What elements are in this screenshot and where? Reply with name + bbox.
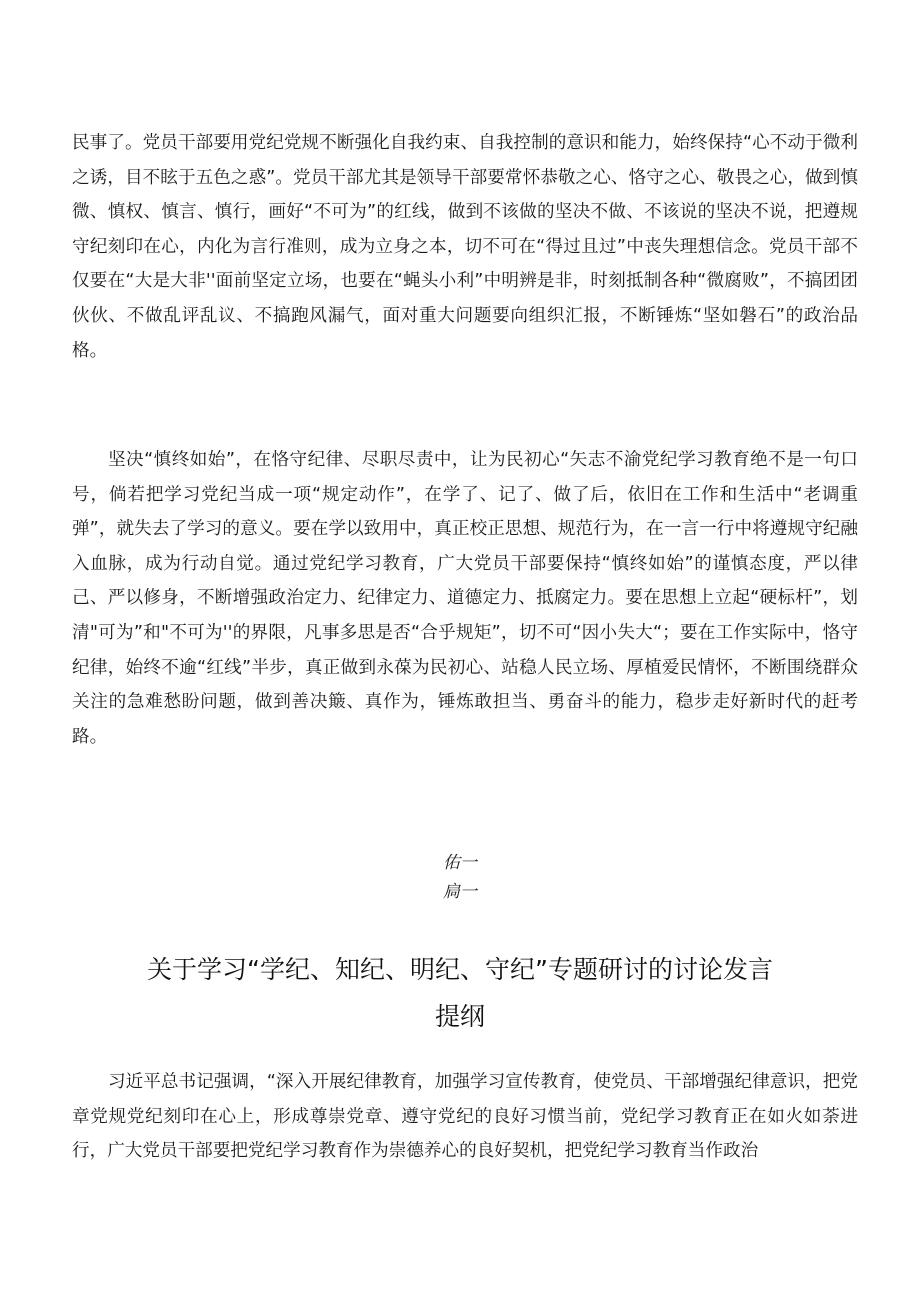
body-paragraph-2: 坚决“慎终如始”，在恪守纪律、尽职尽责中，让为民初心“矢志不渝党纪学习教育绝不是一句口号，倘若把学习党纪当成一项“规定动作”，在学了、记了、做了后，依旧在工作和生活中“老调重弹”，就失去了学习的意义。要在学以致用中，真正校正思想、规范行为，在一言一行中将遵规守纪融入血脉，成为行动自觉。通过党纪学习教育，广大党员干部要保持“慎终如始”的谨慎态度，严以律己、严以修身，不断增强政治定力、纪律定力、道德定力、抵腐定力。要在思想上立起“硬标杆”，划清"可为”和"不可为''的界限，凡事多思是否“合乎规矩”，切不可“因小失大“；要在工作实际中，恪守纪律，始终不逾“红线”半步，真正做到永葆为民初心、站稳人民立场、厚植爱民情怀，不断围绕群众关注的急难愁盼问题，做到善决簸、真作为，锤炼敢担当、勇奋斗的能力，稳步走好新时代的赶考路。 — [72, 450, 858, 747]
section-mark-1: 佑一 — [443, 853, 477, 873]
section-mark-2: 扃一 — [443, 882, 477, 902]
body-paragraph-3: 习近平总书记强调，“深入开展纪律教育，加强学习宣传教育，使党员、干部增强纪律意识，把党章党规党纪刻印在心上，形成尊崇党章、遵守党纪的良好习惯当前，党纪学习教育正在如火如荼进行，广大党员干部要把党纪学习教育作为崇德养心的良好契机，把党纪学习教育当作政治 — [72, 1072, 858, 1162]
section-heading-line-1: 关于学习“学纪、知纪、明纪、守纪”专题研讨的讨论发言 — [147, 955, 773, 984]
section-heading-line-2: 提纲 — [434, 1002, 485, 1031]
body-paragraph-1: 民事了。党员干部要用党纪党规不断强化自我约束、自我控制的意识和能力，始终保持“心不动于微利之诱，目不眩于五色之惑”。党员干部尤其是领导干部要常怀恭敬之心、恪守之心、敬畏之心，做到慎微、慎权、慎言、慎行，画好“不可为”的红线，做到不该做的坚决不做、不该说的坚决不说，把遵规守纪刻印在心，内化为言行准则，成为立身之本，切不可在“得过且过”中丧失理想信念。党员干部不仅要在“大是大非''面前坚定立场，也要在“蝇头小利”中明辨是非，时刻抵制各种“微腐败”，不搞团团伙伙、不做乱评乱议、不搞跑风漏气，面对重大问题要向组织汇报，不断锤炼“坚如磐石”的政治品格。 — [72, 133, 858, 361]
